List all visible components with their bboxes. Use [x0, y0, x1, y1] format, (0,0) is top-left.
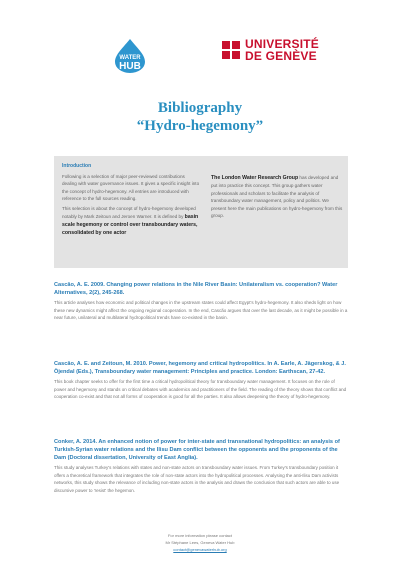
entry-citation: Cascão, A. E. and Zeitoun, M. 2010. Power, hegemony and critical hydropolitics. In A. Earle, A. Jägerskog, & J. Öjendal (Eds.), Transboundary water management: Principles and practice. London: Earthscan, 27-42.	[54, 361, 346, 375]
bibliography-entry	[54, 438, 348, 494]
universite-de-geneve-logo	[221, 38, 319, 62]
introduction-box	[54, 156, 348, 268]
intro-right-column	[211, 174, 345, 220]
entry-citation: Conker, A. 2014. An enhanced notion of power for inter-state and transnational hydropolitics: an analysis of Turkish-Syrian water relations and the Ilisu Dam conflict between the opponents and the proponents of the Dam (Doctoral dissertation, University of East Anglia).	[54, 439, 340, 461]
london-water-research-group: The London Water Research Group	[211, 175, 299, 181]
page-title: Bibliography	[157, 100, 243, 116]
intro-paragraph-3: has developed and put into practice this concept. This group gathers water professionals and scholars to facilitate the analysis of transboundary water management, policy and politics. We present here the main publications on hydro-hegemony from this group.	[211, 175, 343, 219]
footer-line-2: Mr Stéphane Lees, Geneva Water Hub	[165, 540, 235, 545]
bibliography-entry	[54, 281, 348, 322]
intro-paragraph-2-text: This selection is about the concept of hydro-hegemony developed notably by Mark Zeitoun and Jeroen Warner. It is defined by	[62, 205, 196, 219]
intro-left-column	[62, 163, 200, 239]
intro-heading: Introduction	[62, 163, 92, 169]
unige-wordmark	[245, 38, 319, 62]
unige-crest-icon	[221, 39, 241, 61]
entry-summary: This study analyses Turkey's relations with states and non-state actors on transboundary water issues. From Turkey's transboundary position it offers a theoretical framework that integrates the role of non-state actors into the hydropolitical processes. Analysing the anti-Ilisu Dam activists networks, this study shows the relevance of including non-state actors in the analysis and draws the conclusion that such actors are able to use discursive power to 'resist' the hegemon.	[54, 465, 340, 493]
entry-citation: Cascão, A. E. 2009. Changing power relations in the Nile River Basin: Unilateralism vs. cooperation? Water Alternatives, 2(2), 245-268.	[54, 282, 338, 296]
water-hub-line1: WATER	[119, 55, 141, 61]
entry-summary: This article analyses how economic and political changes in the upstream states could affect Egypt's hydro-hegemony. It also sheds light on how these new dynamics might affect the ongoing regional cooperation. In the end, Cascão argues that over the last decade, as it might be possible in a near future, unilateral and multilateral hydropolitical trends have co-existed in the basin.	[54, 300, 348, 321]
unige-line1: UNIVERSITÉ	[245, 37, 320, 51]
hydro-hegemony-definition: basin scale hegemony or control over transboundary waters, consolidated by one actor	[62, 213, 199, 236]
contact-email-link[interactable]: contact@genevawaterhub.org	[173, 547, 227, 552]
water-hub-drop-icon	[111, 38, 149, 74]
bibliography-entry	[54, 360, 348, 401]
intro-paragraph-1: Following is a selection of major peer-reviewed contributions dealing with water governance issues. It gives a specific insight into the concept of hydro-hegemony. All entries are introduced with reference to the full sources reading.	[62, 173, 200, 202]
unige-line2: DE GENÈVE	[245, 49, 317, 63]
page-subtitle: “Hydro-hegemony”	[136, 118, 264, 134]
entry-summary: This book chapter seeks to offer for the first time a critical hydropolitical theory for transboundary water management. It focuses on the role of power and hegemony and stands on critical debates with academics and practitioners of the field. The reading of the theory shows that conflict and cooperation co-exist and that not all forms of cooperation is good for all the parties. It also allows deepening the theory of hydro-hegemony.	[54, 379, 347, 400]
footer	[0, 532, 400, 553]
water-hub-line2: HUB	[119, 61, 141, 72]
footer-line-1: For more information please contact	[167, 533, 233, 538]
intro-paragraph-2	[62, 205, 200, 237]
geneva-water-hub-logo	[111, 38, 149, 74]
